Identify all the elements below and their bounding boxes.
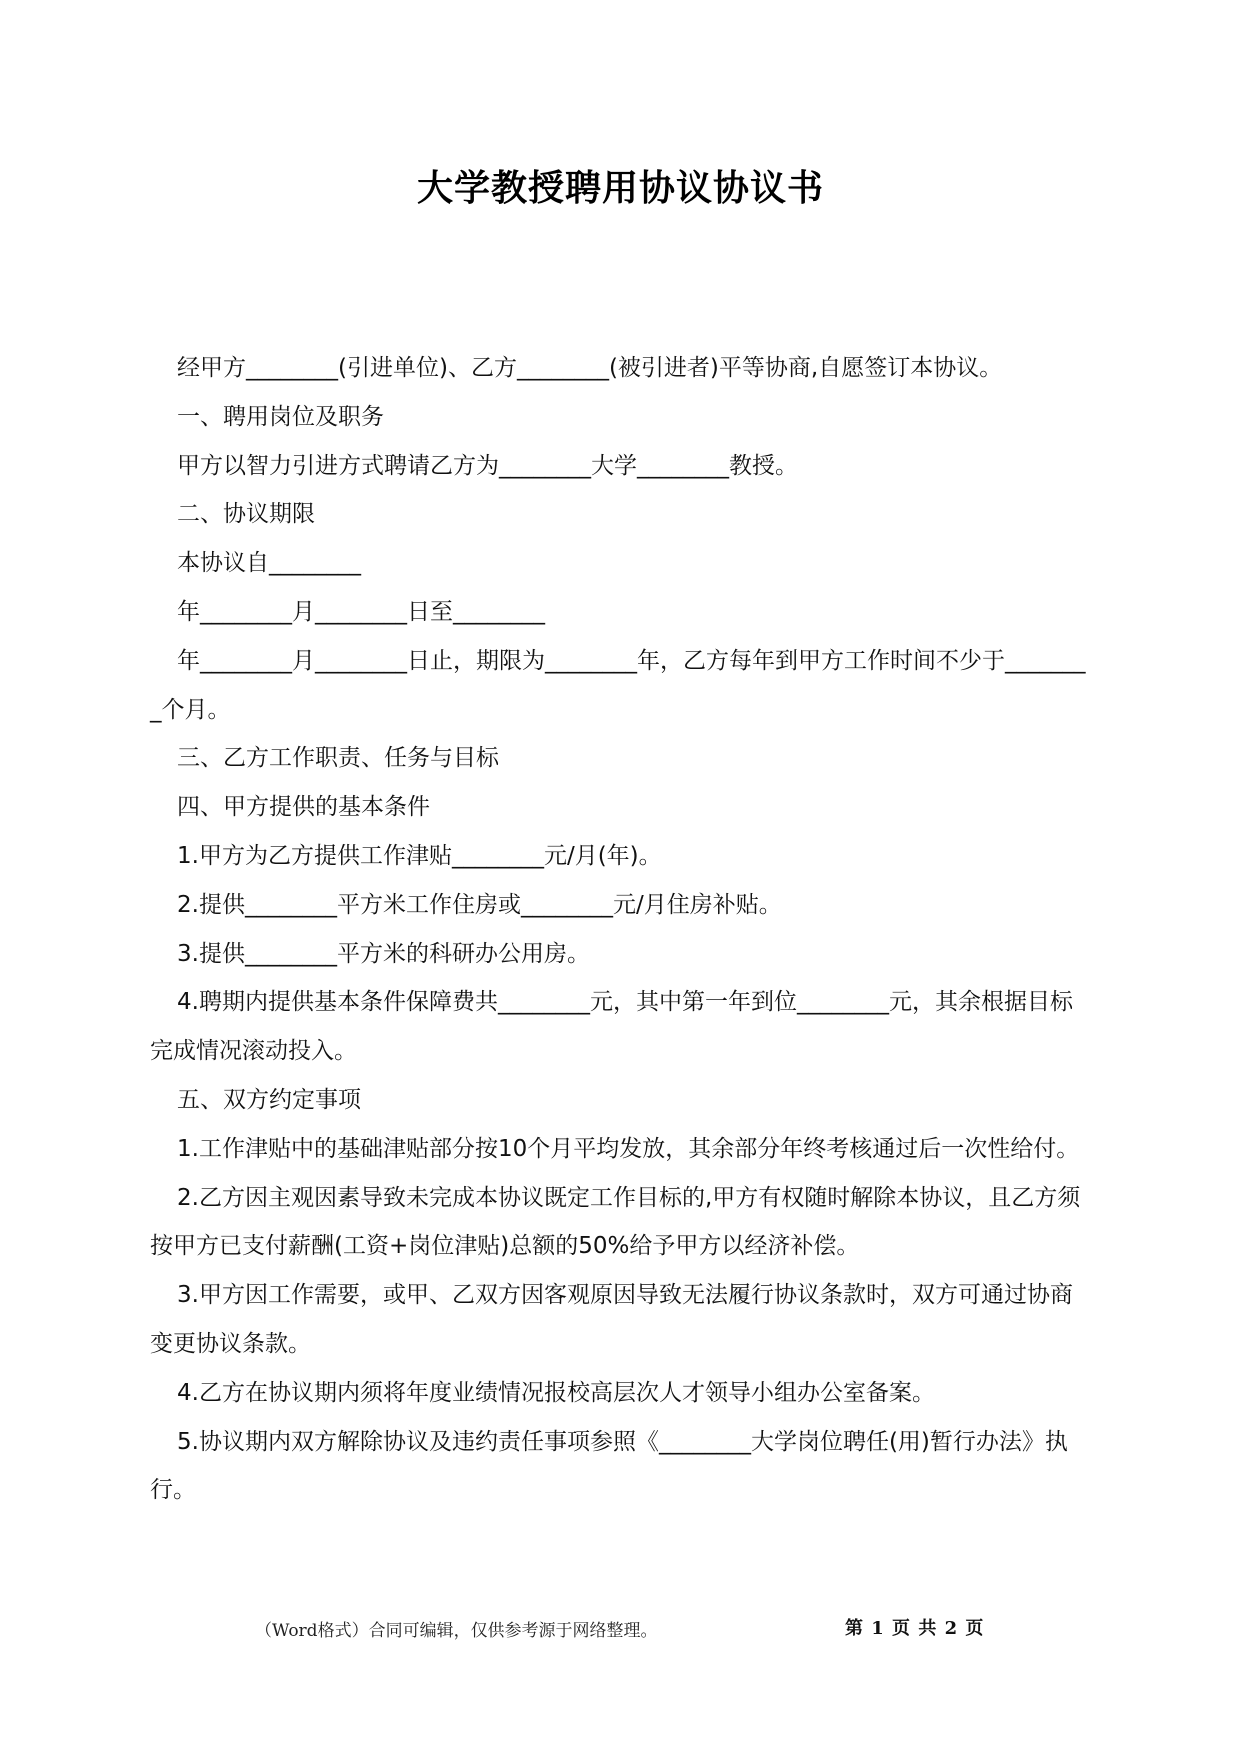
clause-5-5: 5.协议期内双方解除协议及违约责任事项参照《________大学岗位聘任(用)暂行办法》执行。 — [150, 1428, 1068, 1504]
clause-4-4: 4.聘期内提供基本条件保障费共________元，其中第一年到位________元，其余根据目标完成情况滚动投入。 — [150, 989, 1073, 1065]
section-heading-3: 三、乙方工作职责、任务与目标 — [177, 745, 499, 772]
section-heading-5: 五、双方约定事项 — [177, 1086, 361, 1113]
paragraph-term-start: 本协议自________ — [177, 550, 361, 577]
section-heading-2: 二、协议期限 — [177, 501, 315, 528]
clause-5-4: 4.乙方在协议期内须将年度业绩情况报校高层次人才领导小组办公室备案。 — [177, 1379, 935, 1406]
page-number: 第 1 页 共 2 页 — [845, 1618, 985, 1639]
clause-5-2: 2.乙方因主观因素导致未完成本协议既定工作目标的,甲方有权随时解除本协议，且乙方须按甲方已支付薪酬(工资+岗位津贴)总额的50%给予甲方以经济补偿。 — [150, 1184, 1081, 1260]
paragraph-term-from: 年________月________日至________ — [177, 598, 545, 625]
section-heading-1: 一、聘用岗位及职务 — [177, 403, 384, 430]
clause-5-1: 1.工作津贴中的基础津贴部分按10个月平均发放，其余部分年终考核通过后一次性给付。 — [177, 1135, 1080, 1162]
clause-4-2: 2.提供________平方米工作住房或________元/月住房补贴。 — [177, 891, 782, 918]
clause-5-3: 3.甲方因工作需要，或甲、乙双方因客观原因导致无法履行协议条款时，双方可通过协商变更协议条款。 — [150, 1282, 1073, 1357]
paragraph-intro: 经甲方________(引进单位)、乙方________(被引进者)平等协商,自愿签订本协议。 — [177, 355, 1003, 381]
footer-note: （Word格式）合同可编辑，仅供参考源于网络整理。 — [255, 1621, 658, 1641]
section-heading-4: 四、甲方提供的基本条件 — [177, 794, 430, 821]
document-title: 大学教授聘用协议协议书 — [416, 168, 824, 209]
paragraph-position: 甲方以智力引进方式聘请乙方为________大学________教授。 — [177, 452, 798, 479]
document-body — [150, 344, 1090, 1515]
clause-4-1: 1.甲方为乙方提供工作津贴________元/月(年)。 — [177, 842, 662, 869]
paragraph-term-to: 年________月________日止，期限为________年，乙方每年到甲方工作时间不少于________个月。 — [150, 647, 1086, 723]
clause-4-3: 3.提供________平方米的科研办公用房。 — [177, 940, 590, 967]
